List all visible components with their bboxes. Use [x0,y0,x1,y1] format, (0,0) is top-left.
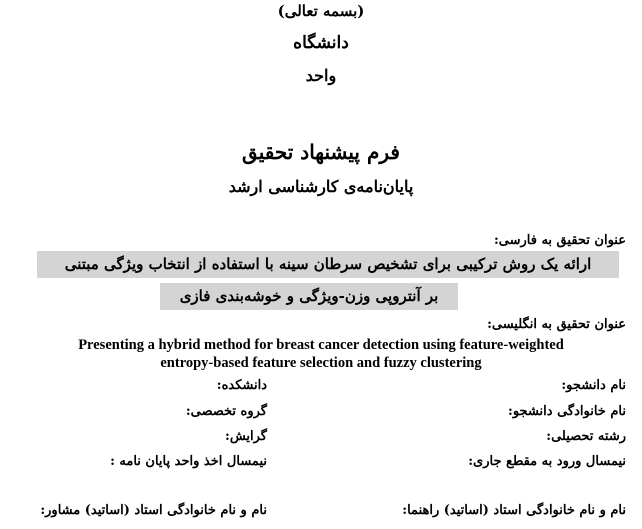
orientation-label: گرایش: [225,429,267,444]
faculty-label: دانشکده: [216,378,267,393]
form-title: فرم پیشنهاد تحقیق [242,140,400,164]
form-subtitle: پایان‌نامه‌ی کارشناسی ارشد [228,177,414,196]
persian-title-line-2: بر آنتروپی وزن-ویژگی و خوشه‌بندی فازی [160,283,458,310]
university-label: دانشگاه [293,33,349,53]
student-family-label: نام خانوادگی دانشجو: [508,404,626,419]
advisor-label: نام و نام خانوادگی استاد (اساتید) مشاور: [40,503,267,518]
entry-semester-label: نیمسال ورود به مقطع جاری: [468,454,626,469]
english-title-line-1: Presenting a hybrid method for breast cancer detection using feature-weighted [78,337,564,353]
branch-label: واحد [305,66,337,85]
supervisor-label: نام و نام خانوادگی استاد (اساتید) راهنما: [402,503,626,518]
field-of-study-label: رشته تحصیلی: [546,429,626,444]
persian-title-line-1: ارائه یک روش ترکیبی برای تشخیص سرطان سینه با استفاده از انتخاب ویژگی مبتنی [37,251,619,278]
basmala-text: (بسمه تعالی) [277,2,365,20]
student-name-label: نام دانشجو: [561,378,626,393]
thesis-semester-label: نیمسال اخذ واحد پایان نامه : [110,454,267,469]
specialty-group-label: گروه تخصصی: [185,404,267,419]
english-title-line-2: entropy-based feature selection and fuzzy clustering [160,355,482,371]
english-title-label: عنوان تحقیق به انگلیسی: [487,317,626,332]
persian-title-label: عنوان تحقیق به فارسی: [493,233,626,248]
